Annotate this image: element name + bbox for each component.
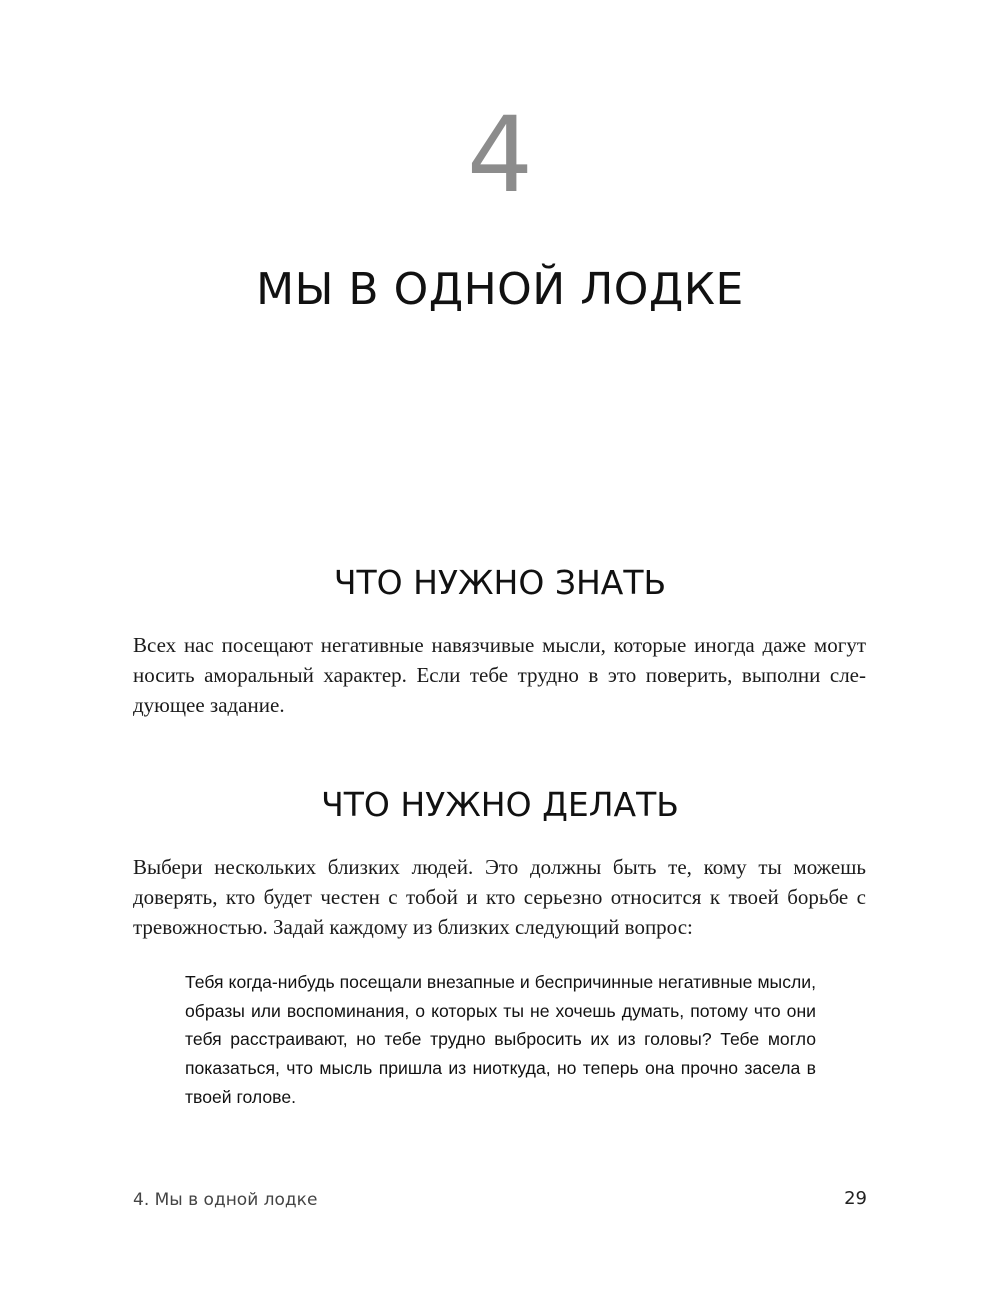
chapter-number: 4 <box>466 94 534 216</box>
question-quote: Тебя когда-нибудь посещали внезапные и беспричинные негативные мысли, образы или воспоминания, о которых ты не хочешь думать, потому что они тебя расстраивают, но тебе трудно выбросить их из головы? Тебе могло показаться, что мысль пришла из ниоткуда, но теперь она прочно засела в твоей голове. <box>185 972 816 1107</box>
section-heading-what-to-do: ЧТО НУЖНО ДЕЛАТЬ <box>321 785 679 824</box>
running-footer-title: 4. Мы в одной лодке <box>133 1190 318 1210</box>
section-paragraph-what-to-do: Выбери нескольких близких людей. Это должны быть те, кому ты можешь доверять, кто будет честен с тобой и кто серьезно относится к твоей борьбе с тревожностью. Задай каждому из близких следующий вопрос: <box>133 855 866 939</box>
section-heading-what-to-know: ЧТО НУЖНО ЗНАТЬ <box>333 563 667 602</box>
chapter-title: МЫ В ОДНОЙ ЛОДКЕ <box>256 264 744 315</box>
page-number: 29 <box>844 1188 867 1209</box>
section-paragraph-what-to-know: Всех нас посещают негативные навязчивые мысли, которые иногда даже могут носить аморальный характер. Если тебе трудно в это поверить, выполни следующее задание. <box>133 633 866 717</box>
